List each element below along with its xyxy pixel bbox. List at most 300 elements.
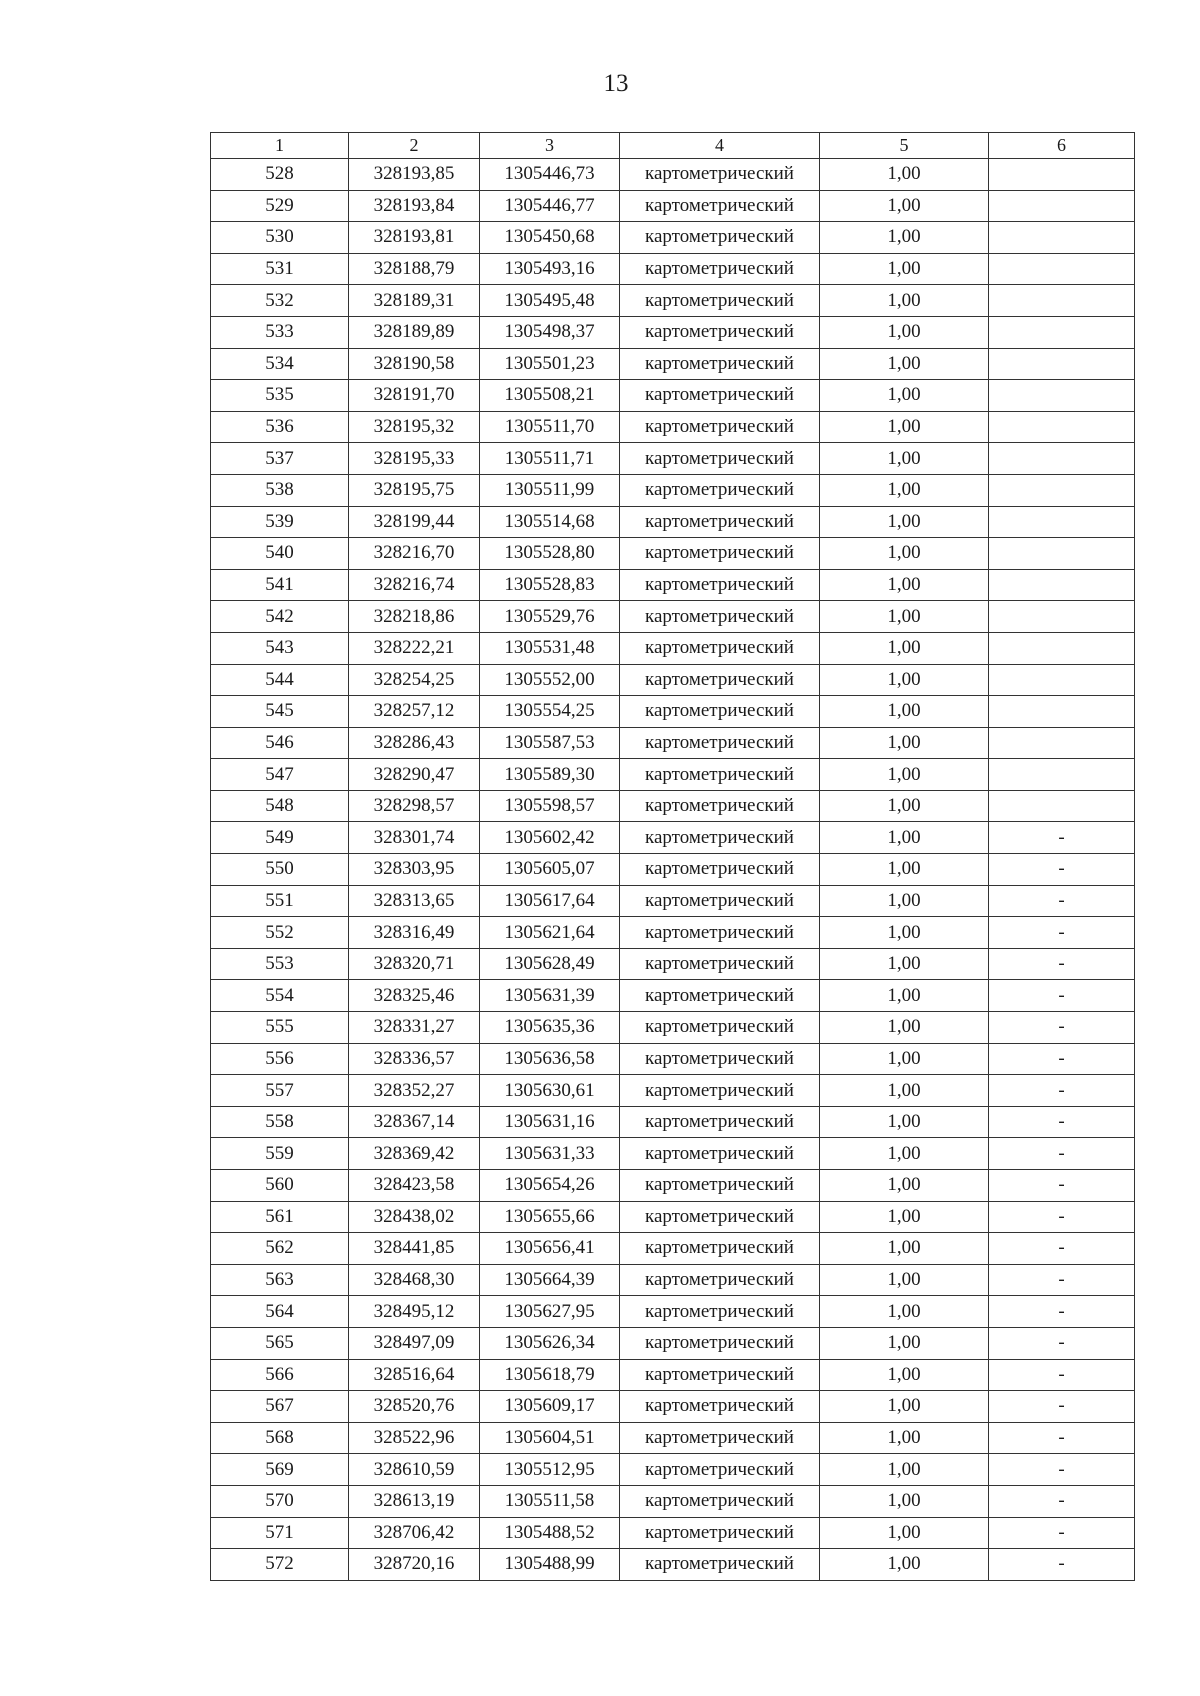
- table-row: [211, 474, 1135, 506]
- point-number-cell: 550: [211, 854, 349, 886]
- accuracy-cell: 1,00: [820, 727, 989, 759]
- method-cell: картометрический: [620, 1359, 820, 1391]
- accuracy-cell: 1,00: [820, 1170, 989, 1202]
- point-number-cell: 562: [211, 1233, 349, 1265]
- note-cell: [989, 759, 1135, 791]
- accuracy-cell: 1,00: [820, 443, 989, 475]
- method-cell: картометрический: [620, 538, 820, 570]
- table-row: [211, 411, 1135, 443]
- table-row: [211, 980, 1135, 1012]
- y-coordinate-cell: 1305654,26: [480, 1170, 620, 1202]
- y-coordinate-cell: 1305488,99: [480, 1549, 620, 1581]
- point-number-cell: 552: [211, 917, 349, 949]
- method-cell: картометрический: [620, 1106, 820, 1138]
- accuracy-cell: 1,00: [820, 538, 989, 570]
- point-number-cell: 542: [211, 601, 349, 633]
- y-coordinate-cell: 1305498,37: [480, 316, 620, 348]
- y-coordinate-cell: 1305511,99: [480, 474, 620, 506]
- table-row: [211, 1106, 1135, 1138]
- table-header: [211, 133, 1135, 159]
- method-cell: картометрический: [620, 1485, 820, 1517]
- note-cell: -: [989, 885, 1135, 917]
- point-number-cell: 548: [211, 790, 349, 822]
- x-coordinate-cell: 328189,31: [349, 285, 480, 317]
- accuracy-cell: 1,00: [820, 411, 989, 443]
- method-cell: картометрический: [620, 222, 820, 254]
- method-cell: картометрический: [620, 601, 820, 633]
- method-cell: картометрический: [620, 474, 820, 506]
- point-number-cell: 533: [211, 316, 349, 348]
- note-cell: -: [989, 1422, 1135, 1454]
- x-coordinate-cell: 328189,89: [349, 316, 480, 348]
- table-row: [211, 1012, 1135, 1044]
- method-cell: картометрический: [620, 443, 820, 475]
- table-row: [211, 948, 1135, 980]
- method-cell: картометрический: [620, 159, 820, 191]
- x-coordinate-cell: 328199,44: [349, 506, 480, 538]
- y-coordinate-cell: 1305508,21: [480, 380, 620, 412]
- x-coordinate-cell: 328218,86: [349, 601, 480, 633]
- x-coordinate-cell: 328290,47: [349, 759, 480, 791]
- note-cell: [989, 253, 1135, 285]
- note-cell: -: [989, 1327, 1135, 1359]
- y-coordinate-cell: 1305528,80: [480, 538, 620, 570]
- method-cell: картометрический: [620, 506, 820, 538]
- table-row: [211, 253, 1135, 285]
- x-coordinate-cell: 328190,58: [349, 348, 480, 380]
- x-coordinate-cell: 328610,59: [349, 1454, 480, 1486]
- point-number-cell: 559: [211, 1138, 349, 1170]
- note-cell: [989, 632, 1135, 664]
- table-row: [211, 443, 1135, 475]
- accuracy-cell: 1,00: [820, 948, 989, 980]
- y-coordinate-cell: 1305621,64: [480, 917, 620, 949]
- note-cell: -: [989, 1012, 1135, 1044]
- accuracy-cell: 1,00: [820, 1012, 989, 1044]
- point-number-cell: 539: [211, 506, 349, 538]
- y-coordinate-cell: 1305609,17: [480, 1391, 620, 1423]
- table-row: [211, 1422, 1135, 1454]
- method-cell: картометрический: [620, 1517, 820, 1549]
- accuracy-cell: 1,00: [820, 696, 989, 728]
- note-cell: -: [989, 1170, 1135, 1202]
- note-cell: -: [989, 1517, 1135, 1549]
- point-number-cell: 570: [211, 1485, 349, 1517]
- x-coordinate-cell: 328195,75: [349, 474, 480, 506]
- method-cell: картометрический: [620, 696, 820, 728]
- table-row: [211, 664, 1135, 696]
- accuracy-cell: 1,00: [820, 1422, 989, 1454]
- table-row: [211, 222, 1135, 254]
- method-cell: картометрический: [620, 664, 820, 696]
- table-row: [211, 1359, 1135, 1391]
- y-coordinate-cell: 1305655,66: [480, 1201, 620, 1233]
- note-cell: [989, 285, 1135, 317]
- method-cell: картометрический: [620, 569, 820, 601]
- method-cell: картометрический: [620, 1422, 820, 1454]
- point-number-cell: 564: [211, 1296, 349, 1328]
- column-header-3: 3: [480, 133, 620, 159]
- point-number-cell: 535: [211, 380, 349, 412]
- y-coordinate-cell: 1305627,95: [480, 1296, 620, 1328]
- point-number-cell: 544: [211, 664, 349, 696]
- accuracy-cell: 1,00: [820, 1296, 989, 1328]
- point-number-cell: 553: [211, 948, 349, 980]
- point-number-cell: 554: [211, 980, 349, 1012]
- note-cell: -: [989, 1296, 1135, 1328]
- y-coordinate-cell: 1305446,77: [480, 190, 620, 222]
- accuracy-cell: 1,00: [820, 1233, 989, 1265]
- method-cell: картометрический: [620, 822, 820, 854]
- point-number-cell: 565: [211, 1327, 349, 1359]
- x-coordinate-cell: 328191,70: [349, 380, 480, 412]
- note-cell: [989, 348, 1135, 380]
- note-cell: -: [989, 1138, 1135, 1170]
- note-cell: -: [989, 1075, 1135, 1107]
- point-number-cell: 530: [211, 222, 349, 254]
- method-cell: картометрический: [620, 1075, 820, 1107]
- note-cell: -: [989, 1106, 1135, 1138]
- x-coordinate-cell: 328195,33: [349, 443, 480, 475]
- y-coordinate-cell: 1305531,48: [480, 632, 620, 664]
- accuracy-cell: 1,00: [820, 222, 989, 254]
- x-coordinate-cell: 328441,85: [349, 1233, 480, 1265]
- x-coordinate-cell: 328495,12: [349, 1296, 480, 1328]
- note-cell: [989, 790, 1135, 822]
- table-row: [211, 1264, 1135, 1296]
- x-coordinate-cell: 328320,71: [349, 948, 480, 980]
- point-number-cell: 555: [211, 1012, 349, 1044]
- method-cell: картометрический: [620, 1296, 820, 1328]
- x-coordinate-cell: 328352,27: [349, 1075, 480, 1107]
- point-number-cell: 536: [211, 411, 349, 443]
- method-cell: картометрический: [620, 759, 820, 791]
- point-number-cell: 560: [211, 1170, 349, 1202]
- table-body: [211, 159, 1135, 1581]
- table-row: [211, 1391, 1135, 1423]
- x-coordinate-cell: 328438,02: [349, 1201, 480, 1233]
- x-coordinate-cell: 328325,46: [349, 980, 480, 1012]
- column-header-6: 6: [989, 133, 1135, 159]
- note-cell: -: [989, 1454, 1135, 1486]
- point-number-cell: 537: [211, 443, 349, 475]
- table-row: [211, 601, 1135, 633]
- point-number-cell: 534: [211, 348, 349, 380]
- y-coordinate-cell: 1305493,16: [480, 253, 620, 285]
- accuracy-cell: 1,00: [820, 380, 989, 412]
- method-cell: картометрический: [620, 285, 820, 317]
- accuracy-cell: 1,00: [820, 569, 989, 601]
- table-row: [211, 1138, 1135, 1170]
- x-coordinate-cell: 328216,70: [349, 538, 480, 570]
- note-cell: [989, 222, 1135, 254]
- table-row: [211, 632, 1135, 664]
- y-coordinate-cell: 1305631,16: [480, 1106, 620, 1138]
- y-coordinate-cell: 1305631,33: [480, 1138, 620, 1170]
- y-coordinate-cell: 1305617,64: [480, 885, 620, 917]
- table-row: [211, 696, 1135, 728]
- x-coordinate-cell: 328706,42: [349, 1517, 480, 1549]
- method-cell: картометрический: [620, 1327, 820, 1359]
- point-number-cell: 567: [211, 1391, 349, 1423]
- x-coordinate-cell: 328286,43: [349, 727, 480, 759]
- x-coordinate-cell: 328497,09: [349, 1327, 480, 1359]
- point-number-cell: 551: [211, 885, 349, 917]
- note-cell: [989, 380, 1135, 412]
- point-number-cell: 531: [211, 253, 349, 285]
- method-cell: картометрический: [620, 411, 820, 443]
- point-number-cell: 568: [211, 1422, 349, 1454]
- x-coordinate-cell: 328720,16: [349, 1549, 480, 1581]
- x-coordinate-cell: 328313,65: [349, 885, 480, 917]
- accuracy-cell: 1,00: [820, 1454, 989, 1486]
- y-coordinate-cell: 1305528,83: [480, 569, 620, 601]
- table-row: [211, 190, 1135, 222]
- method-cell: картометрический: [620, 1391, 820, 1423]
- method-cell: картометрический: [620, 1043, 820, 1075]
- y-coordinate-cell: 1305450,68: [480, 222, 620, 254]
- point-number-cell: 540: [211, 538, 349, 570]
- point-number-cell: 528: [211, 159, 349, 191]
- method-cell: картометрический: [620, 1549, 820, 1581]
- accuracy-cell: 1,00: [820, 854, 989, 886]
- table-row: [211, 917, 1135, 949]
- accuracy-cell: 1,00: [820, 1138, 989, 1170]
- y-coordinate-cell: 1305512,95: [480, 1454, 620, 1486]
- x-coordinate-cell: 328316,49: [349, 917, 480, 949]
- method-cell: картометрический: [620, 1170, 820, 1202]
- accuracy-cell: 1,00: [820, 1106, 989, 1138]
- y-coordinate-cell: 1305598,57: [480, 790, 620, 822]
- y-coordinate-cell: 1305631,39: [480, 980, 620, 1012]
- point-number-cell: 532: [211, 285, 349, 317]
- point-number-cell: 549: [211, 822, 349, 854]
- y-coordinate-cell: 1305554,25: [480, 696, 620, 728]
- method-cell: картометрический: [620, 190, 820, 222]
- table-row: [211, 380, 1135, 412]
- x-coordinate-cell: 328336,57: [349, 1043, 480, 1075]
- method-cell: картометрический: [620, 1201, 820, 1233]
- accuracy-cell: 1,00: [820, 285, 989, 317]
- accuracy-cell: 1,00: [820, 1201, 989, 1233]
- note-cell: -: [989, 822, 1135, 854]
- accuracy-cell: 1,00: [820, 1264, 989, 1296]
- point-number-cell: 529: [211, 190, 349, 222]
- point-number-cell: 545: [211, 696, 349, 728]
- accuracy-cell: 1,00: [820, 474, 989, 506]
- point-number-cell: 571: [211, 1517, 349, 1549]
- note-cell: -: [989, 1549, 1135, 1581]
- accuracy-cell: 1,00: [820, 1359, 989, 1391]
- accuracy-cell: 1,00: [820, 506, 989, 538]
- table-row: [211, 759, 1135, 791]
- point-number-cell: 541: [211, 569, 349, 601]
- x-coordinate-cell: 328423,58: [349, 1170, 480, 1202]
- accuracy-cell: 1,00: [820, 885, 989, 917]
- column-header-5: 5: [820, 133, 989, 159]
- method-cell: картометрический: [620, 727, 820, 759]
- table-row: [211, 1075, 1135, 1107]
- method-cell: картометрический: [620, 854, 820, 886]
- table-row: [211, 1454, 1135, 1486]
- x-coordinate-cell: 328193,85: [349, 159, 480, 191]
- table-row: [211, 1485, 1135, 1517]
- note-cell: [989, 474, 1135, 506]
- x-coordinate-cell: 328254,25: [349, 664, 480, 696]
- y-coordinate-cell: 1305587,53: [480, 727, 620, 759]
- y-coordinate-cell: 1305604,51: [480, 1422, 620, 1454]
- table-row: [211, 159, 1135, 191]
- y-coordinate-cell: 1305488,52: [480, 1517, 620, 1549]
- x-coordinate-cell: 328222,21: [349, 632, 480, 664]
- accuracy-cell: 1,00: [820, 917, 989, 949]
- x-coordinate-cell: 328367,14: [349, 1106, 480, 1138]
- y-coordinate-cell: 1305529,76: [480, 601, 620, 633]
- accuracy-cell: 1,00: [820, 159, 989, 191]
- y-coordinate-cell: 1305511,71: [480, 443, 620, 475]
- point-number-cell: 561: [211, 1201, 349, 1233]
- table-row: [211, 822, 1135, 854]
- table-row: [211, 1327, 1135, 1359]
- y-coordinate-cell: 1305664,39: [480, 1264, 620, 1296]
- x-coordinate-cell: 328216,74: [349, 569, 480, 601]
- note-cell: -: [989, 1043, 1135, 1075]
- y-coordinate-cell: 1305656,41: [480, 1233, 620, 1265]
- note-cell: -: [989, 1201, 1135, 1233]
- x-coordinate-cell: 328301,74: [349, 822, 480, 854]
- method-cell: картометрический: [620, 1012, 820, 1044]
- accuracy-cell: 1,00: [820, 790, 989, 822]
- table-row: [211, 506, 1135, 538]
- y-coordinate-cell: 1305635,36: [480, 1012, 620, 1044]
- point-number-cell: 547: [211, 759, 349, 791]
- accuracy-cell: 1,00: [820, 1549, 989, 1581]
- note-cell: [989, 316, 1135, 348]
- note-cell: -: [989, 917, 1135, 949]
- x-coordinate-cell: 328468,30: [349, 1264, 480, 1296]
- method-cell: картометрический: [620, 917, 820, 949]
- accuracy-cell: 1,00: [820, 822, 989, 854]
- note-cell: -: [989, 1391, 1135, 1423]
- x-coordinate-cell: 328520,76: [349, 1391, 480, 1423]
- accuracy-cell: 1,00: [820, 664, 989, 696]
- note-cell: -: [989, 948, 1135, 980]
- y-coordinate-cell: 1305636,58: [480, 1043, 620, 1075]
- x-coordinate-cell: 328331,27: [349, 1012, 480, 1044]
- table-row: [211, 1233, 1135, 1265]
- point-number-cell: 572: [211, 1549, 349, 1581]
- table-row: [211, 1296, 1135, 1328]
- y-coordinate-cell: 1305511,58: [480, 1485, 620, 1517]
- method-cell: картометрический: [620, 790, 820, 822]
- column-header-1: 1: [211, 133, 349, 159]
- x-coordinate-cell: 328188,79: [349, 253, 480, 285]
- accuracy-cell: 1,00: [820, 316, 989, 348]
- accuracy-cell: 1,00: [820, 253, 989, 285]
- method-cell: картометрический: [620, 885, 820, 917]
- column-header-2: 2: [349, 133, 480, 159]
- y-coordinate-cell: 1305602,42: [480, 822, 620, 854]
- accuracy-cell: 1,00: [820, 348, 989, 380]
- y-coordinate-cell: 1305495,48: [480, 285, 620, 317]
- coordinates-table: [210, 132, 1135, 1581]
- note-cell: [989, 443, 1135, 475]
- accuracy-cell: 1,00: [820, 1043, 989, 1075]
- note-cell: [989, 538, 1135, 570]
- note-cell: -: [989, 1485, 1135, 1517]
- y-coordinate-cell: 1305589,30: [480, 759, 620, 791]
- method-cell: картометрический: [620, 980, 820, 1012]
- y-coordinate-cell: 1305552,00: [480, 664, 620, 696]
- table-row: [211, 285, 1135, 317]
- table-row: [211, 1549, 1135, 1581]
- table-row: [211, 569, 1135, 601]
- point-number-cell: 563: [211, 1264, 349, 1296]
- point-number-cell: 538: [211, 474, 349, 506]
- x-coordinate-cell: 328303,95: [349, 854, 480, 886]
- method-cell: картометрический: [620, 253, 820, 285]
- x-coordinate-cell: 328522,96: [349, 1422, 480, 1454]
- table-row: [211, 1043, 1135, 1075]
- y-coordinate-cell: 1305446,73: [480, 159, 620, 191]
- point-number-cell: 566: [211, 1359, 349, 1391]
- point-number-cell: 546: [211, 727, 349, 759]
- table-row: [211, 538, 1135, 570]
- x-coordinate-cell: 328369,42: [349, 1138, 480, 1170]
- point-number-cell: 557: [211, 1075, 349, 1107]
- y-coordinate-cell: 1305628,49: [480, 948, 620, 980]
- table-row: [211, 885, 1135, 917]
- header-row: [211, 133, 1135, 159]
- method-cell: картометрический: [620, 1233, 820, 1265]
- page-number: 13: [603, 70, 629, 97]
- y-coordinate-cell: 1305626,34: [480, 1327, 620, 1359]
- x-coordinate-cell: 328613,19: [349, 1485, 480, 1517]
- y-coordinate-cell: 1305501,23: [480, 348, 620, 380]
- accuracy-cell: 1,00: [820, 1485, 989, 1517]
- table-row: [211, 854, 1135, 886]
- table-row: [211, 1517, 1135, 1549]
- x-coordinate-cell: 328298,57: [349, 790, 480, 822]
- method-cell: картометрический: [620, 1138, 820, 1170]
- note-cell: [989, 727, 1135, 759]
- note-cell: [989, 506, 1135, 538]
- x-coordinate-cell: 328516,64: [349, 1359, 480, 1391]
- accuracy-cell: 1,00: [820, 1517, 989, 1549]
- table-row: [211, 316, 1135, 348]
- method-cell: картометрический: [620, 948, 820, 980]
- note-cell: [989, 664, 1135, 696]
- point-number-cell: 569: [211, 1454, 349, 1486]
- table-row: [211, 727, 1135, 759]
- y-coordinate-cell: 1305618,79: [480, 1359, 620, 1391]
- method-cell: картометрический: [620, 316, 820, 348]
- method-cell: картометрический: [620, 380, 820, 412]
- accuracy-cell: 1,00: [820, 1391, 989, 1423]
- table-row: [211, 1170, 1135, 1202]
- y-coordinate-cell: 1305511,70: [480, 411, 620, 443]
- point-number-cell: 556: [211, 1043, 349, 1075]
- note-cell: -: [989, 1264, 1135, 1296]
- accuracy-cell: 1,00: [820, 759, 989, 791]
- note-cell: [989, 696, 1135, 728]
- table-row: [211, 1201, 1135, 1233]
- note-cell: [989, 411, 1135, 443]
- note-cell: [989, 190, 1135, 222]
- note-cell: -: [989, 1359, 1135, 1391]
- accuracy-cell: 1,00: [820, 601, 989, 633]
- x-coordinate-cell: 328193,84: [349, 190, 480, 222]
